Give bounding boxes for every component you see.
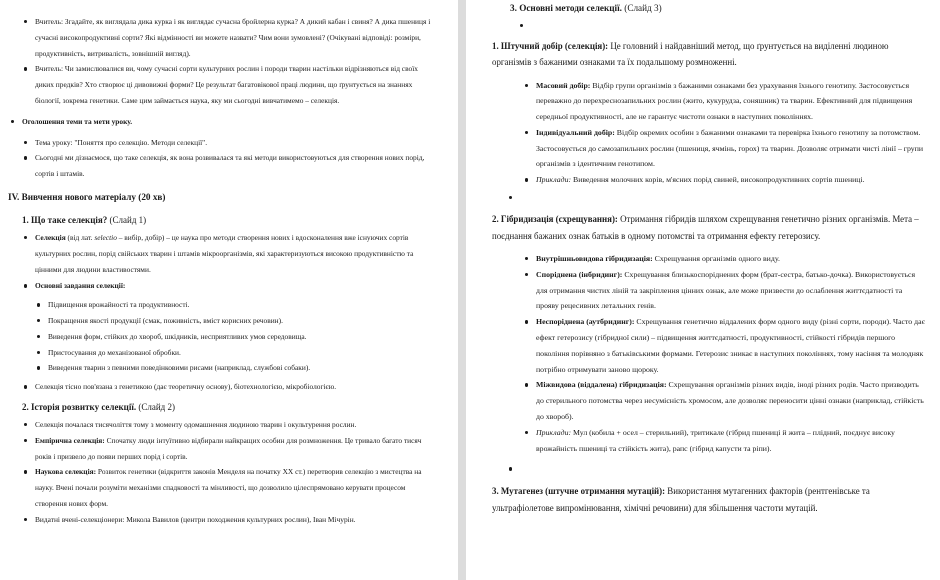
- bullet-icon: [24, 284, 27, 287]
- bullet-icon: [509, 196, 512, 199]
- task-item: Пристосування до механізованої обробки.: [8, 345, 438, 361]
- bullet-icon: [11, 120, 14, 123]
- selection-examples-item: Приклади: Виведення молочних корів, м'ясних порід свиней, високопродуктивних сортів пшениці.: [492, 172, 926, 188]
- empty-bullet: [492, 459, 926, 476]
- selection-type-item: Індивідуальний добір: Відбір окремих особин з бажаними ознаками та перевірка їхнього генотипу за потомством. Застосовується до самозапильних рослин (пшениця, ячмінь, горох) та тварин. Дозволяє отримати чисті лінії – групи організмів з ідентичним генотипом.: [492, 125, 926, 172]
- task-item: Виведення тварин з певними поведінковими рисами (наприклад, службові собаки).: [8, 360, 438, 376]
- bullet-icon: [24, 156, 27, 159]
- bullet-icon: [525, 383, 528, 386]
- selection-type-item: Масовий добір: Відбір групи організмів з бажаними ознаками без урахування їхнього генотипу. Застосовується переважно до перехреснозапильних рослин (жито, кукурудза, соняшник) та тварин. Ефективний для підвищення середньої продуктивності, але не гарантує чистоти ознаки в наступних поколіннях.: [492, 78, 926, 125]
- topic-item: Сьогодні ми дізнаємося, що таке селекція, як вона розвивалася та які методи використовуються для створення нових порід, сортів і штамів.: [8, 150, 438, 182]
- hybridization-type-item: Внутрішньовидова гібридизація: Схрещування організмів одного виду.: [492, 251, 926, 267]
- document-page-left: [0, 0, 458, 580]
- bullet-icon: [37, 351, 40, 354]
- definition-item: Селекція (від лат. selectio – вибір, добір) – це наука про методи створення нових і вдосконалення вже існуючих сортів культурних рослин, порід свійських тварин і штамів мікроорганізмів, які характеризуються високою продуктивністю та цінними для людини властивостями.: [8, 230, 438, 277]
- empty-bullet: [492, 188, 926, 205]
- subsection-heading-2: 2. Історія розвитку селекції. (Слайд 2): [22, 401, 175, 412]
- bullet-icon: [525, 431, 528, 434]
- bullet-icon: [520, 24, 523, 27]
- bullet-icon: [37, 303, 40, 306]
- topic-heading: Оголошення теми та мети уроку.: [8, 114, 438, 130]
- history-item: Видатні вчені-селекціонери: Микола Вавилов (центри походження культурних рослин), Іван Мічурін.: [8, 512, 438, 528]
- methods-heading: 3. Основні методи селекції. (Слайд 3): [510, 3, 662, 13]
- bullet-icon: [24, 423, 27, 426]
- bullet-icon: [24, 141, 27, 144]
- bullet-icon: [24, 518, 27, 521]
- bullet-icon: [525, 178, 528, 181]
- intro-text: Вчитель: Згадайте, як виглядала дика курка і як виглядає сучасна бройлерна курка? А дикий кабан і свиня? А дика пшениця і сучасні високопродуктивні сорти? Які відмінності ви можете назвати? Чим вони зумовлені? (Очікувані відповіді: розміри, продуктивність, витривалість, зовнішній вигляд).: [35, 17, 431, 58]
- bullet-icon: [37, 335, 40, 338]
- section-heading: IV. Вивчення нового матеріалу (20 хв): [8, 191, 166, 202]
- history-item: Селекція почалася тисячоліття тому з моменту одомашнення людиною тварин і окультурення рослин.: [8, 417, 438, 433]
- bullet-icon: [525, 273, 528, 276]
- task-item: Покращення якості продукції (смак, поживність, вміст корисних речовин).: [8, 313, 438, 329]
- history-item: Емпірична селекція: Спочатку люди інтуїтивно відбирали найкращих особин для розмноження. Це тривало багато тисяч років і призвело до появи перших порід і сортів.: [8, 433, 438, 465]
- task-item: Виведення форм, стійких до хвороб, шкідників, несприятливих умов середовища.: [8, 329, 438, 345]
- topic-item: Тема уроку: "Поняття про селекцію. Методи селекції".: [8, 135, 438, 151]
- related-sciences-item: Селекція тісно пов'язана з генетикою (дає теоретичну основу), біотехнологією, мікробіологією.: [8, 379, 438, 395]
- hybridization-examples-item: Приклади: Мул (кобила + осел – стерильний), тритикале (гібрид пшениці й жита – плідний, поєднує високу врожайність пшениці та стійкість жита), рапс (гібрид капусти та ріпи).: [492, 425, 926, 457]
- history-item: Наукова селекція: Розвиток генетики (відкриття законів Менделя на початку XX ст.) перетворив селекцію з мистецтва на науку. Вчені почали розуміти механізми спадковості та мінливості, що дозволило цілеспрямовано керувати процесом створення нових форм.: [8, 464, 438, 511]
- document-page-right: [466, 0, 940, 580]
- method-hybridization: 2. Гібридизація (схрещування): Отримання гібридів шляхом схрещування генетично різних організмів. Мета – поєднання бажаних ознак батьків в одному потомстві та отримання ефекту гетерозису.: [492, 214, 919, 241]
- bullet-icon: [37, 319, 40, 322]
- hybridization-type-item: Міжвидова (віддалена) гібридизація: Схрещування організмів різних видів, іноді різних родів. Часто призводить до стерильного потомства через несумісність хромосом, але дозволяє переносити цінні ознаки (наприклад, стійкість до хвороб).: [492, 377, 926, 424]
- bullet-icon: [525, 320, 528, 323]
- hybridization-type-item: Споріднена (інбридинг): Схрещування близькоспоріднених форм (брат-сестра, батько-дочка). Використовується для отримання чистих ліній та закріплення цінних ознак, але може призвести до ослаблення життєдатності та прояву рецесивних летальних генів.: [492, 267, 926, 314]
- bullet-icon: [525, 84, 528, 87]
- bullet-icon: [24, 67, 27, 70]
- hybridization-type-item: Неспоріднена (аутбридинг): Схрещування генетично віддалених форм одного виду (різні сорти, породи). Часто дає ефект гетерозису (гібридної сили) – підвищення життєдатності, продуктивності, стійкості гібридів першого покоління порівняно з батьківськими формами. Гетерозис зникає в наступних поколіннях, тому насіння та молодняк потрібно отримувати заново щороку.: [492, 314, 926, 377]
- bullet-icon: [525, 257, 528, 260]
- page-gutter: [458, 0, 466, 580]
- bullet-icon: [24, 385, 27, 388]
- intro-text: Вчитель: Чи замислювалися ви, чому сучасні сорти культурних рослин і породи тварин настільки відрізняються від своїх диких предків? Хто створює ці дивовижні форми? Це результат багатовікової праці людини, що ґрунтується на знаннях біології, зокрема генетики. Саме цим займається наука, яку ми сьогодні вивчатимемо – селекція.: [35, 64, 418, 105]
- bullet-icon: [525, 131, 528, 134]
- bullet-icon: [37, 366, 40, 369]
- subsection-heading-1: 1. Що таке селекція? (Слайд 1): [22, 214, 147, 225]
- bullet-icon: [24, 439, 27, 442]
- bullet-icon: [24, 470, 27, 473]
- task-item: Підвищення врожайності та продуктивності.: [8, 297, 438, 313]
- bullet-icon: [24, 20, 27, 23]
- method-artificial-selection: 1. Штучний добір (селекція): Це головний і найдавніший метод, що ґрунтується на виділенні людиною організмів з бажаними ознаками та їх подальшому розмноженні.: [492, 40, 889, 67]
- empty-bullet: [492, 17, 926, 34]
- intro-item: [8, 14, 438, 61]
- intro-item: [8, 61, 438, 108]
- tasks-heading: Основні завдання селекції:: [8, 278, 438, 294]
- bullet-icon: [24, 236, 27, 239]
- bullet-icon: [509, 467, 512, 470]
- method-mutagenesis: 3. Мутагенез (штучне отримання мутацій): Використання мутагенних факторів (рентгенівське та ультрафіолетове випромінювання, хімічні речовини) для збільшення частоти мутацій.: [492, 486, 870, 513]
